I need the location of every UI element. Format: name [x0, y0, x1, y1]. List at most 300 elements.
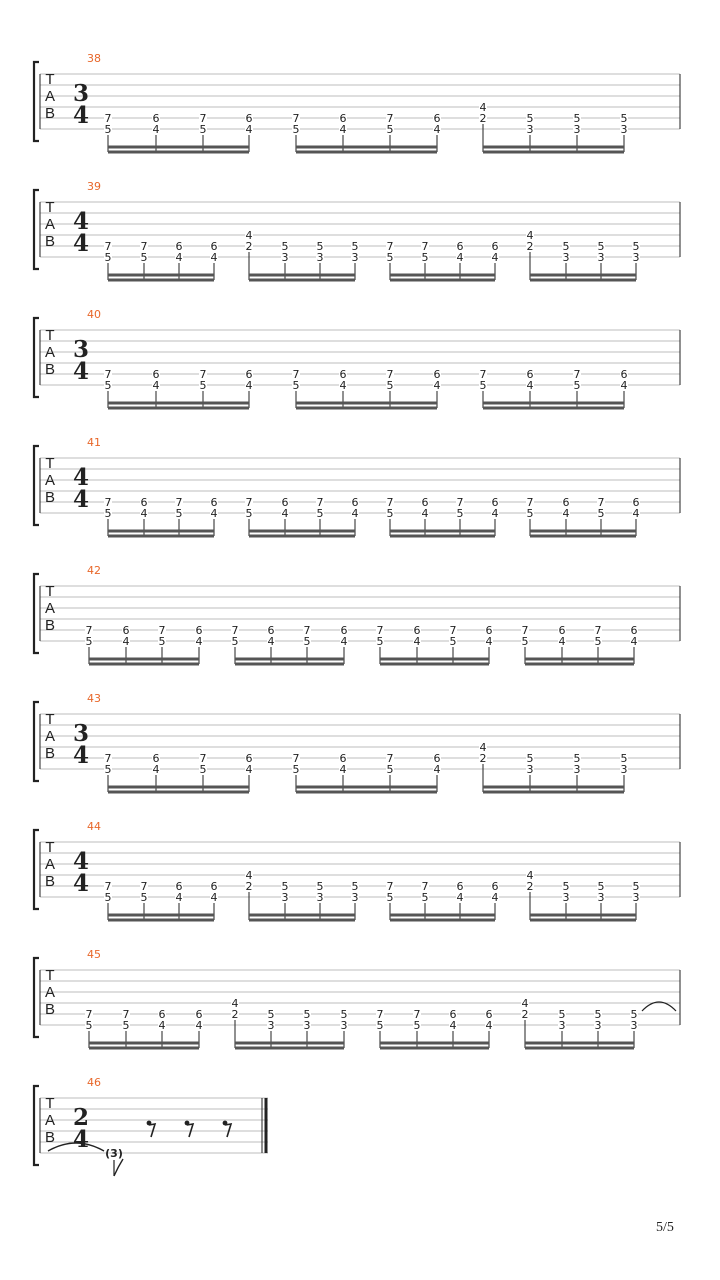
fret-number: 4 — [152, 123, 160, 136]
beam — [390, 279, 495, 282]
tab-system — [34, 180, 680, 282]
tab-clef-letter: B — [44, 489, 56, 506]
fret-number: 3 — [620, 123, 628, 136]
fret-number: 3 — [351, 251, 359, 264]
beam-group — [245, 869, 359, 922]
beam — [390, 919, 495, 922]
fret-number: 4 — [456, 251, 464, 264]
fret-number: 3 — [316, 891, 324, 904]
fret-number: 5 — [421, 891, 429, 904]
fret-number: 5 — [562, 880, 570, 893]
beam — [525, 1042, 634, 1045]
fret-number: 4 — [245, 123, 253, 136]
fret-number: 4 — [245, 379, 253, 392]
note-flag — [114, 1159, 123, 1176]
fret-number: 5 — [267, 1008, 275, 1021]
fret-number: 3 — [526, 763, 534, 776]
fret-number: 3 — [316, 251, 324, 264]
tab-clef-letter: B — [44, 745, 56, 762]
fret-number: 4 — [175, 251, 183, 264]
tab-clef-letter: T — [45, 839, 55, 856]
fret-number: 5 — [316, 880, 324, 893]
time-signature-bottom: 4 — [72, 742, 90, 769]
fret-number: 5 — [449, 635, 457, 648]
fret-number: 5 — [526, 507, 534, 520]
tab-system — [34, 436, 680, 538]
fret-number: 5 — [376, 1019, 384, 1032]
fret-number: 7 — [449, 624, 457, 637]
fret-number: 5 — [630, 1008, 638, 1021]
fret-number: 6 — [433, 368, 441, 381]
beam — [89, 663, 199, 666]
fret-number: 6 — [526, 368, 534, 381]
fret-number: 3 — [562, 251, 570, 264]
fret-number: 6 — [491, 240, 499, 253]
fret-number: 6 — [351, 496, 359, 509]
beam — [108, 151, 249, 154]
fret-number: 7 — [316, 496, 324, 509]
beam — [296, 791, 437, 794]
fret-number: 7 — [231, 624, 239, 637]
fret-number: 3 — [620, 763, 628, 776]
fret-number: 5 — [632, 880, 640, 893]
beam — [108, 402, 249, 405]
beam — [390, 914, 495, 917]
beam — [89, 1042, 199, 1045]
time-signature-top: 3 — [72, 336, 90, 363]
fret-number: 6 — [433, 112, 441, 125]
fret-number: 6 — [339, 112, 347, 125]
fret-number: 7 — [140, 880, 148, 893]
system-bracket — [34, 702, 39, 781]
fret-number: 7 — [292, 112, 300, 125]
fret-number: 7 — [292, 368, 300, 381]
fret-number: 5 — [245, 507, 253, 520]
fret-number: 4 — [558, 635, 566, 648]
beam — [390, 274, 495, 277]
fret-number: 5 — [199, 763, 207, 776]
system-bracket — [34, 1086, 39, 1165]
fret-number: 5 — [386, 379, 394, 392]
fret-number: 6 — [485, 1008, 493, 1021]
fret-number: 2 — [526, 880, 534, 893]
fret-number: 6 — [491, 880, 499, 893]
fret-number: 6 — [152, 752, 160, 765]
measure-number: 40 — [87, 308, 101, 321]
beam — [296, 146, 437, 149]
fret-number: 6 — [210, 240, 218, 253]
measure-number: 41 — [87, 436, 101, 449]
beam — [108, 786, 249, 789]
fret-number: 3 — [630, 1019, 638, 1032]
measure-number: 44 — [87, 820, 101, 833]
fret-number: 3 — [267, 1019, 275, 1032]
fret-number: 5 — [104, 763, 112, 776]
beam — [530, 530, 636, 533]
fret-number: 4 — [433, 763, 441, 776]
fret-number: 5 — [140, 251, 148, 264]
beam — [108, 919, 214, 922]
fret-number: 4 — [152, 379, 160, 392]
fret-number: 7 — [376, 624, 384, 637]
eighth-rest — [223, 1121, 231, 1137]
fret-number: 5 — [594, 1008, 602, 1021]
fret-number: 5 — [351, 880, 359, 893]
beam — [108, 535, 214, 538]
fret-number: 6 — [158, 1008, 166, 1021]
beam — [108, 791, 249, 794]
fret-number: 4 — [526, 869, 534, 882]
fret-number: 5 — [597, 240, 605, 253]
fret-number: 7 — [303, 624, 311, 637]
fret-number: 4 — [413, 635, 421, 648]
time-signature-bottom: 4 — [72, 486, 90, 513]
fret-number: 5 — [597, 507, 605, 520]
fret-number: 3 — [281, 891, 289, 904]
fret-number: 5 — [594, 635, 602, 648]
fret-number: 3 — [594, 1019, 602, 1032]
fret-number: 4 — [456, 891, 464, 904]
beam — [530, 914, 636, 917]
beam — [390, 535, 495, 538]
fret-number: 5 — [140, 891, 148, 904]
fret-number: 4 — [245, 763, 253, 776]
fret-number: 5 — [85, 635, 93, 648]
fret-number: 5 — [292, 763, 300, 776]
beam — [483, 786, 624, 789]
fret-number: 7 — [175, 496, 183, 509]
tab-clef-letter: T — [45, 199, 55, 216]
fret-number: 5 — [526, 112, 534, 125]
tab-clef-letter: T — [45, 71, 55, 88]
fret-number: 7 — [421, 240, 429, 253]
fret-number: 7 — [521, 624, 529, 637]
tab-clef-letter: A — [44, 600, 56, 617]
tab-system — [34, 564, 680, 666]
fret-number: 5 — [456, 507, 464, 520]
fret-number: 7 — [104, 752, 112, 765]
fret-number: 4 — [210, 507, 218, 520]
fret-number: 7 — [386, 880, 394, 893]
fret-number: 5 — [281, 880, 289, 893]
fret-number: 5 — [351, 240, 359, 253]
time-signature-top: 3 — [72, 720, 90, 747]
beam — [108, 530, 214, 533]
fret-number: 4 — [339, 123, 347, 136]
fret-number: 6 — [421, 496, 429, 509]
beam — [89, 658, 199, 661]
beam — [525, 1047, 634, 1050]
fret-number: 4 — [521, 997, 529, 1010]
fret-number: 4 — [267, 635, 275, 648]
fret-number: 5 — [386, 251, 394, 264]
beam — [530, 279, 636, 282]
fret-number: 6 — [245, 112, 253, 125]
fret-number: 4 — [433, 379, 441, 392]
fret-number: 5 — [281, 240, 289, 253]
time-signature-top: 2 — [72, 1104, 90, 1131]
fret-number: 4 — [479, 741, 487, 754]
fret-number: 5 — [316, 507, 324, 520]
fret-number: 7 — [386, 240, 394, 253]
beam-group — [521, 997, 638, 1050]
fret-number: 5 — [316, 240, 324, 253]
fret-number: 7 — [158, 624, 166, 637]
beam — [235, 1042, 344, 1045]
fret-number: 4 — [491, 891, 499, 904]
fret-number: 4 — [210, 891, 218, 904]
tab-clef-letter: B — [44, 233, 56, 250]
fret-number: 6 — [558, 624, 566, 637]
fret-number: 4 — [140, 507, 148, 520]
system-bracket — [34, 190, 39, 269]
fret-number: 6 — [456, 880, 464, 893]
measure-number: 43 — [87, 692, 101, 705]
fret-number: 5 — [104, 379, 112, 392]
fret-number: 2 — [231, 1008, 239, 1021]
fret-number: 5 — [104, 507, 112, 520]
fret-number: 6 — [340, 624, 348, 637]
fret-number: 6 — [152, 112, 160, 125]
fret-number: 5 — [573, 379, 581, 392]
beam — [525, 663, 634, 666]
fret-number: 3 — [526, 123, 534, 136]
fret-number: 2 — [521, 1008, 529, 1021]
beam — [380, 663, 489, 666]
fret-number: 5 — [386, 763, 394, 776]
fret-number: 5 — [573, 112, 581, 125]
fret-number: 6 — [122, 624, 130, 637]
time-signature-top: 4 — [72, 848, 90, 875]
fret-number: 4 — [152, 763, 160, 776]
fret-number: 7 — [245, 496, 253, 509]
eighth-rest — [185, 1121, 193, 1137]
fret-number: 6 — [175, 880, 183, 893]
fret-number: 5 — [376, 635, 384, 648]
fret-number: 4 — [195, 635, 203, 648]
fret-number: 6 — [245, 752, 253, 765]
beam — [108, 146, 249, 149]
fret-number: 5 — [620, 752, 628, 765]
fret-number: 7 — [104, 240, 112, 253]
beam — [108, 407, 249, 410]
fret-number: 6 — [195, 1008, 203, 1021]
measure-number: 45 — [87, 948, 101, 961]
fret-number: 5 — [104, 123, 112, 136]
beam — [249, 530, 355, 533]
fret-number: 5 — [292, 379, 300, 392]
measure-number: 38 — [87, 52, 101, 65]
beam — [249, 535, 355, 538]
fret-number: 5 — [199, 379, 207, 392]
fret-number: 3 — [573, 763, 581, 776]
fret-number: 7 — [104, 496, 112, 509]
fret-number: 2 — [479, 752, 487, 765]
beam-group — [526, 229, 640, 282]
measure-number: 46 — [87, 1076, 101, 1089]
time-signature-bottom: 4 — [72, 102, 90, 129]
beam — [483, 791, 624, 794]
fret-number: 3 — [303, 1019, 311, 1032]
fret-number: 4 — [449, 1019, 457, 1032]
tab-clef-letter: A — [44, 728, 56, 745]
fret-number: 6 — [632, 496, 640, 509]
tab-clef-letter: A — [44, 88, 56, 105]
tab-clef-letter: T — [45, 583, 55, 600]
fret-number: 2 — [245, 880, 253, 893]
fret-number: 3 — [281, 251, 289, 264]
page-number: 5/5 — [656, 1220, 674, 1235]
beam — [235, 658, 344, 661]
tab-clef-letter: B — [44, 1001, 56, 1018]
fret-number: 4 — [433, 123, 441, 136]
fret-number: 3 — [632, 251, 640, 264]
tab-system — [34, 308, 680, 410]
beam — [89, 1047, 199, 1050]
beam — [249, 279, 355, 282]
fret-number: 5 — [620, 112, 628, 125]
fret-number: 7 — [594, 624, 602, 637]
fret-number: 5 — [303, 1008, 311, 1021]
time-signature-bottom: 4 — [72, 870, 90, 897]
fret-number: 4 — [339, 379, 347, 392]
fret-number: 6 — [267, 624, 275, 637]
fret-number: 5 — [479, 379, 487, 392]
tab-clef-letter: A — [44, 856, 56, 873]
fret-number: 5 — [340, 1008, 348, 1021]
fret-number: 3 — [597, 251, 605, 264]
fret-number: 4 — [122, 635, 130, 648]
time-signature-top: 3 — [72, 80, 90, 107]
fret-number: 6 — [562, 496, 570, 509]
fret-number: 5 — [562, 240, 570, 253]
fret-number: 4 — [158, 1019, 166, 1032]
fret-number: 6 — [140, 496, 148, 509]
fret-number: 6 — [433, 752, 441, 765]
beam — [530, 535, 636, 538]
beam — [483, 146, 624, 149]
beam — [108, 279, 214, 282]
fret-number: 5 — [85, 1019, 93, 1032]
tab-system — [34, 948, 680, 1050]
beam — [296, 402, 437, 405]
fret-number: 3 — [632, 891, 640, 904]
beam — [249, 274, 355, 277]
fret-number: 4 — [620, 379, 628, 392]
fret-number: 6 — [175, 240, 183, 253]
fret-number: 4 — [245, 229, 253, 242]
fret-number: 5 — [632, 240, 640, 253]
time-signature-top: 4 — [72, 464, 90, 491]
fret-number: 4 — [231, 997, 239, 1010]
fret-number: 5 — [199, 123, 207, 136]
beam — [108, 914, 214, 917]
beam — [296, 786, 437, 789]
fret-number: 7 — [597, 496, 605, 509]
fret-number: 4 — [210, 251, 218, 264]
beam-group — [479, 741, 628, 794]
fret-number: 7 — [104, 880, 112, 893]
beam-group — [526, 869, 640, 922]
fret-number: 7 — [85, 624, 93, 637]
fret-number: 3 — [573, 123, 581, 136]
beam — [380, 1047, 489, 1050]
tab-clef-letter: B — [44, 873, 56, 890]
beam — [296, 151, 437, 154]
fret-number: 7 — [421, 880, 429, 893]
fret-number: 7 — [140, 240, 148, 253]
tab-clef-letter: A — [44, 344, 56, 361]
fret-number: 4 — [195, 1019, 203, 1032]
fret-number: 7 — [456, 496, 464, 509]
fret-number: 7 — [199, 368, 207, 381]
fret-number: 5 — [413, 1019, 421, 1032]
beam — [249, 914, 355, 917]
fret-number: 6 — [339, 368, 347, 381]
tied-fret-number: (3) — [105, 1147, 123, 1160]
beam — [390, 530, 495, 533]
fret-number: 4 — [479, 101, 487, 114]
fret-number: 4 — [491, 507, 499, 520]
fret-number: 6 — [152, 368, 160, 381]
fret-number: 4 — [351, 507, 359, 520]
fret-number: 7 — [199, 112, 207, 125]
fret-number: 2 — [479, 112, 487, 125]
fret-number: 4 — [340, 635, 348, 648]
fret-number: 5 — [158, 635, 166, 648]
tab-system — [34, 1076, 268, 1176]
fret-number: 7 — [386, 368, 394, 381]
measure-number: 39 — [87, 180, 101, 193]
fret-number: 7 — [573, 368, 581, 381]
fret-number: 5 — [386, 123, 394, 136]
tab-clef-letter: B — [44, 361, 56, 378]
tab-system — [34, 52, 680, 154]
tab-clef-letter: A — [44, 472, 56, 489]
beam — [235, 663, 344, 666]
beam — [296, 407, 437, 410]
fret-number: 5 — [386, 507, 394, 520]
fret-number: 6 — [245, 368, 253, 381]
fret-number: 3 — [562, 891, 570, 904]
beam — [380, 1042, 489, 1045]
system-bracket — [34, 958, 39, 1037]
fret-number: 4 — [630, 635, 638, 648]
fret-number: 5 — [303, 635, 311, 648]
tab-clef-letter: A — [44, 984, 56, 1001]
fret-number: 4 — [245, 869, 253, 882]
fret-number: 4 — [632, 507, 640, 520]
tab-system — [34, 820, 680, 922]
time-signature-bottom: 4 — [72, 1126, 90, 1153]
fret-number: 6 — [630, 624, 638, 637]
fret-number: 3 — [597, 891, 605, 904]
measure-number: 42 — [87, 564, 101, 577]
tab-clef-letter: B — [44, 1129, 56, 1146]
fret-number: 7 — [413, 1008, 421, 1021]
fret-number: 3 — [340, 1019, 348, 1032]
fret-number: 6 — [491, 496, 499, 509]
fret-number: 6 — [449, 1008, 457, 1021]
system-bracket — [34, 574, 39, 653]
eighth-rest — [147, 1121, 155, 1137]
fret-number: 4 — [175, 891, 183, 904]
fret-number: 4 — [485, 1019, 493, 1032]
tab-clef-letter: T — [45, 1095, 55, 1112]
fret-number: 7 — [386, 496, 394, 509]
beam — [483, 402, 624, 405]
fret-number: 7 — [526, 496, 534, 509]
